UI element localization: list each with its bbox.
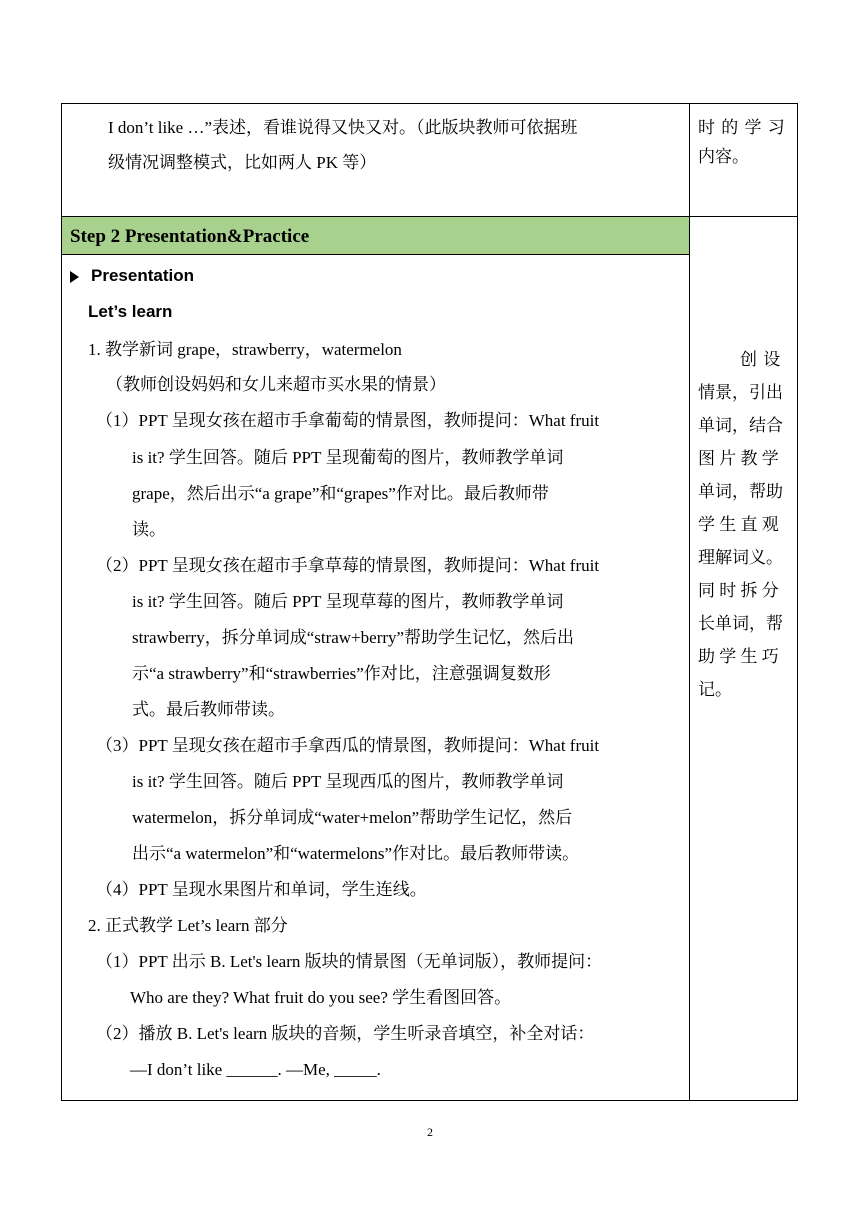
presentation-heading (70, 264, 194, 288)
side-line: 同 时 拆 分 (698, 581, 779, 600)
top-side-line: 时 的 学 习 (698, 118, 786, 137)
body-line: 出示“a watermelon”和“watermelons”作对比。最后教师带读。 (132, 844, 580, 863)
side-line: 长单词，帮 (698, 614, 783, 633)
body-line: 示“a strawberry”和“strawberries”作对比，注意强调复数形 (132, 664, 551, 683)
body-line: （2）PPT 呈现女孩在超市手拿草莓的情景图，教师提问：What fruit (96, 556, 600, 575)
column-divider (689, 104, 690, 1100)
step-header (62, 217, 689, 255)
top-text-line: I don’t like …”表述，看谁说得又快又对。（此版块教师可依据班 (108, 118, 578, 137)
body-line: （3）PPT 呈现女孩在超市手拿西瓜的情景图，教师提问：What fruit (96, 736, 600, 755)
side-line: 记。 (698, 680, 732, 699)
body-line: 1. 教学新词 grape，strawberry，watermelon (88, 340, 402, 359)
body-line: watermelon，拆分单词成“water+melon”帮助学生记忆，然后 (132, 808, 573, 827)
body-line: （1）PPT 呈现女孩在超市手拿葡萄的情景图，教师提问：What fruit (96, 411, 600, 430)
side-line: 创 设 (740, 350, 782, 369)
top-side-line: 内容。 (698, 147, 749, 166)
side-line: 单词，结合 (698, 416, 783, 435)
body-line: （4）PPT 呈现水果图片和单词，学生连线。 (96, 880, 427, 899)
arrow-bullet-icon (70, 271, 79, 283)
body-line: （2）播放 B. Let's learn 版块的音频，学生听录音填空，补全对话： (96, 1024, 595, 1043)
step-title: Step 2 Presentation&Practice (70, 226, 310, 247)
body-line: is it? 学生回答。随后 PPT 呈现草莓的图片，教师教学单词 (132, 592, 564, 611)
body-line: is it? 学生回答。随后 PPT 呈现西瓜的图片，教师教学单词 (132, 772, 564, 791)
side-line: 理解词义。 (698, 548, 783, 567)
body-line: 式。最后教师带读。 (132, 700, 285, 719)
body-line: is it? 学生回答。随后 PPT 呈现葡萄的图片，教师教学单词 (132, 448, 564, 467)
body-line: 读。 (132, 520, 166, 539)
side-line: 情景，引出 (698, 383, 783, 402)
side-line: 助 学 生 巧 (698, 647, 779, 666)
side-line: 学 生 直 观 (698, 515, 779, 534)
side-line: 图 片 教 学 (698, 449, 779, 468)
lets-learn-heading: Let’s learn (88, 302, 173, 321)
body-line: —I don’t like ______. —Me, _____. (130, 1060, 381, 1079)
body-line: （1）PPT 出示 B. Let's learn 版块的情景图（无单词版），教师提问： (96, 952, 603, 971)
top-text-line: 级情况调整模式，比如两人 PK 等） (108, 153, 377, 172)
body-line: （教师创设妈妈和女儿来超市买水果的情景） (106, 375, 446, 394)
body-line: strawberry，拆分单词成“straw+berry”帮助学生记忆，然后出 (132, 628, 575, 647)
body-line: Who are they? What fruit do you see? 学生看图回答。 (130, 988, 512, 1007)
body-line: 2. 正式教学 Let’s learn 部分 (88, 916, 288, 935)
page-number: 2 (427, 1125, 433, 1139)
side-line: 单词，帮助 (698, 482, 783, 501)
body-line: grape，然后出示“a grape”和“grapes”作对比。最后教师带 (132, 484, 549, 503)
presentation-label: Presentation (91, 266, 194, 285)
